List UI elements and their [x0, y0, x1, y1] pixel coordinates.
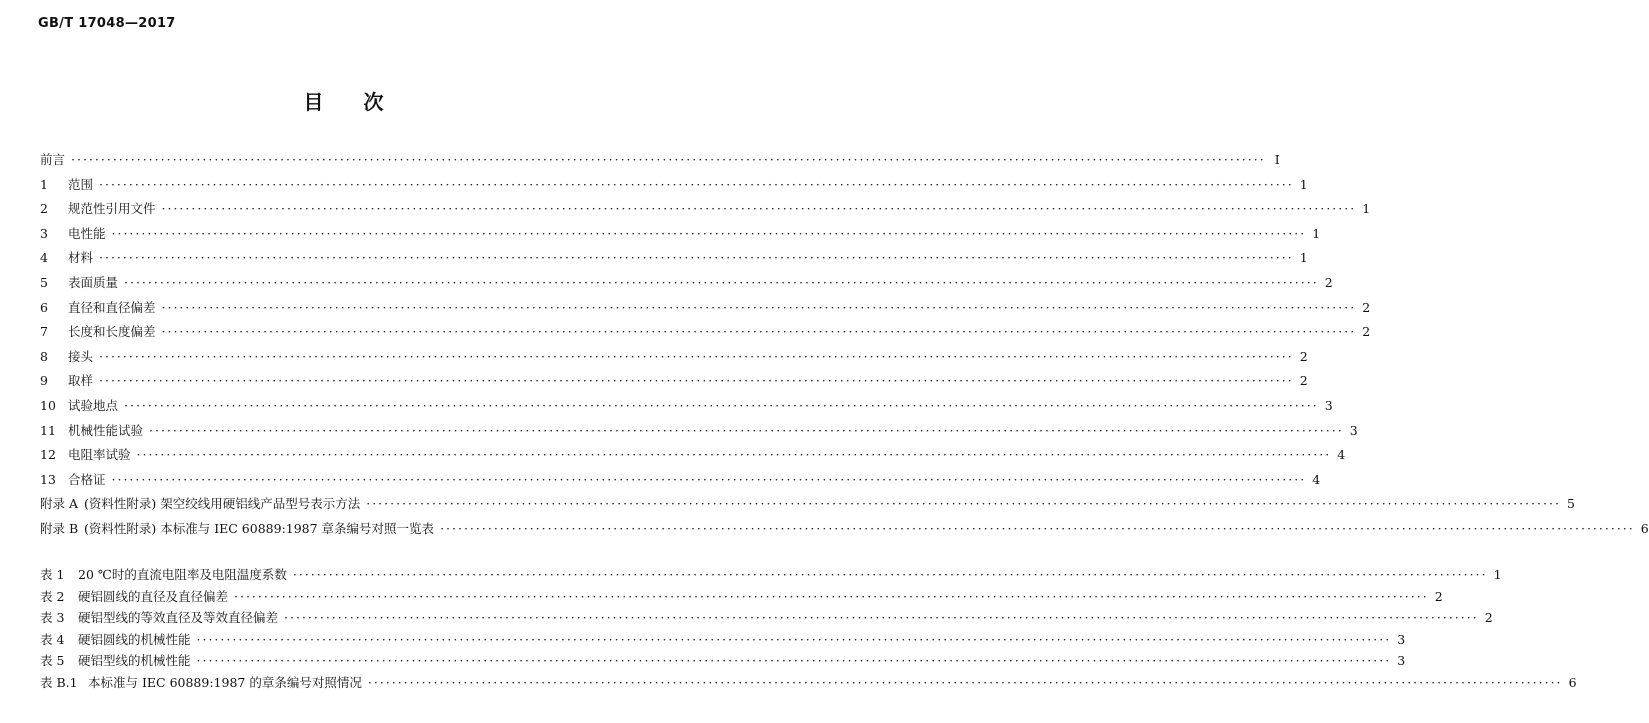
toc-entry-title: 电阻率试验: [68, 447, 131, 463]
toc-entry-number: 8: [40, 348, 48, 364]
leader-dots: ········································································································································································································: [124, 398, 1319, 413]
toc-entry-number: 1: [40, 176, 48, 192]
toc-entry-title: 前言: [40, 152, 66, 167]
toc-entry-number: 6: [40, 299, 48, 315]
table-title: 20 ℃时的直流电阻率及电阻温度系数: [78, 567, 287, 582]
toc-entry-title: 表面质量: [68, 275, 119, 290]
toc-entry-number: 附录 A: [40, 496, 79, 512]
leader-dots: ········································································································································································································: [99, 176, 1294, 192]
standard-code-header: GB/T 17048—2017: [38, 16, 176, 31]
toc-entry: [40, 470, 1321, 490]
page-number: 3: [1349, 422, 1358, 438]
page-number: 3: [1324, 398, 1333, 413]
leader-dots: ········································································································································································································: [196, 631, 1392, 647]
toc-entry: [40, 248, 1308, 268]
toc-entry: [40, 175, 1308, 195]
table-title: 硬铝圆线的直径及直径偏差: [78, 588, 229, 604]
table-title: 本标准与 IEC 60889:1987 的章条编号对照情况: [88, 674, 362, 690]
page-number: 2: [1299, 373, 1308, 389]
toc-entry-title: (资料性附录) 本标准与 IEC 60889:1987 章条编号对照一览表: [84, 521, 435, 536]
table-title: 硬铝型线的机械性能: [78, 653, 191, 668]
table-list-entry: [40, 587, 1443, 607]
page-number: 2: [1299, 348, 1308, 364]
page-number: 2: [1362, 299, 1371, 315]
leader-dots: ········································································································································································································: [99, 348, 1294, 364]
leader-dots: ········································································································································································································: [161, 299, 1357, 315]
page-number: 1: [1362, 201, 1371, 217]
toc-entry: [40, 322, 1371, 342]
toc-entry-title: 取样: [68, 373, 94, 389]
table-list-entry: [40, 608, 1493, 628]
toc-entry-number: 13: [40, 471, 56, 487]
table-number: 表 B.1: [40, 674, 78, 690]
leader-dots: ········································································································································································································: [367, 674, 1563, 690]
toc-entry-title: 机械性能试验: [68, 422, 144, 438]
page-number: 1: [1312, 225, 1321, 241]
leader-dots: ········································································································································································································: [366, 496, 1561, 512]
toc-entry-number: 3: [40, 225, 48, 241]
page-number: 2: [1324, 275, 1333, 290]
toc-entry-title: 直径和直径偏差: [68, 299, 156, 315]
page-number: 2: [1434, 588, 1443, 604]
page-number: 1: [1493, 567, 1502, 582]
page-number: 6: [1568, 674, 1577, 690]
toc-entry: [40, 421, 1358, 441]
toc-entry: [40, 445, 1346, 465]
toc-entry-number: 12: [40, 447, 56, 463]
toc-entry: [40, 347, 1308, 367]
toc-entry-title: 电性能: [68, 225, 106, 241]
leader-dots: ········································································································································································································: [440, 521, 1635, 536]
page-number: 1: [1299, 250, 1308, 266]
table-list-entry: [40, 565, 1502, 585]
page-number: 2: [1484, 610, 1493, 625]
toc-entry-number: 10: [40, 398, 56, 413]
page-title: 目次: [303, 90, 424, 114]
toc-entry-title: 材料: [68, 250, 94, 266]
leader-dots: ········································································································································································································: [99, 250, 1294, 266]
toc-entry-number: 2: [40, 201, 48, 217]
leader-dots: ········································································································································································································: [161, 201, 1357, 217]
table-list-entry: [40, 630, 1406, 650]
toc-entry-title: 试验地点: [68, 398, 119, 413]
leader-dots: ········································································································································································································: [111, 225, 1307, 241]
toc-entry-number: 11: [40, 422, 56, 438]
table-number: 表 5: [40, 653, 65, 668]
leader-dots: ········································································································································································································: [71, 152, 1266, 167]
leader-dots: ········································································································································································································: [149, 422, 1344, 438]
toc-entry: [40, 273, 1333, 293]
page-number: 3: [1397, 631, 1406, 647]
toc-entry: [40, 519, 1649, 539]
leader-dots: ········································································································································································································: [161, 324, 1357, 340]
toc-entry-title: 长度和长度偏差: [68, 324, 156, 340]
leader-dots: ········································································································································································································: [99, 373, 1294, 389]
toc-entry: [40, 298, 1371, 318]
leader-dots: ········································································································································································································: [124, 275, 1319, 290]
leader-dots: ········································································································································································································: [234, 588, 1429, 604]
toc-entry-number: 4: [40, 250, 48, 266]
toc-entry-title: 合格证: [68, 471, 106, 487]
toc-entry-title: 规范性引用文件: [68, 201, 156, 217]
toc-entry-title: (资料性附录) 架空绞线用硬铝线产品型号表示方法: [84, 496, 361, 512]
table-number: 表 1: [40, 567, 65, 582]
leader-dots: ········································································································································································································: [196, 653, 1392, 668]
toc-entry-number: 附录 B: [40, 521, 79, 536]
leader-dots: ········································································································································································································: [292, 567, 1488, 582]
toc-entry-number: 9: [40, 373, 48, 389]
page-number: 1: [1299, 176, 1308, 192]
toc-entry-title: 范围: [68, 176, 94, 192]
table-number: 表 4: [40, 631, 65, 647]
leader-dots: ········································································································································································································: [284, 610, 1479, 625]
toc-entry-number: 7: [40, 324, 48, 340]
toc-entry-number: 5: [40, 275, 48, 290]
page-number: 3: [1397, 653, 1406, 668]
toc-entry: [40, 199, 1371, 219]
table-list-entry: [40, 651, 1406, 671]
page-number: 5: [1566, 496, 1575, 512]
toc-entry: [40, 494, 1575, 514]
page-number: 2: [1362, 324, 1371, 340]
toc-entry: [40, 396, 1333, 416]
page-number: I: [1274, 152, 1280, 167]
table-list-entry: [40, 673, 1577, 693]
page-number: 6: [1640, 521, 1649, 536]
table-number: 表 3: [40, 610, 65, 625]
page-number: 4: [1312, 471, 1321, 487]
table-title: 硬铝型线的等效直径及等效直径偏差: [78, 610, 279, 625]
table-title: 硬铝圆线的机械性能: [78, 631, 191, 647]
leader-dots: ········································································································································································································: [136, 447, 1332, 463]
page-number: 4: [1337, 447, 1346, 463]
toc-entry: [40, 150, 1280, 170]
toc-entry: [40, 224, 1321, 244]
table-number: 表 2: [40, 588, 65, 604]
toc-entry: [40, 371, 1308, 391]
leader-dots: ········································································································································································································: [111, 471, 1307, 487]
toc-entry-title: 接头: [68, 348, 94, 364]
